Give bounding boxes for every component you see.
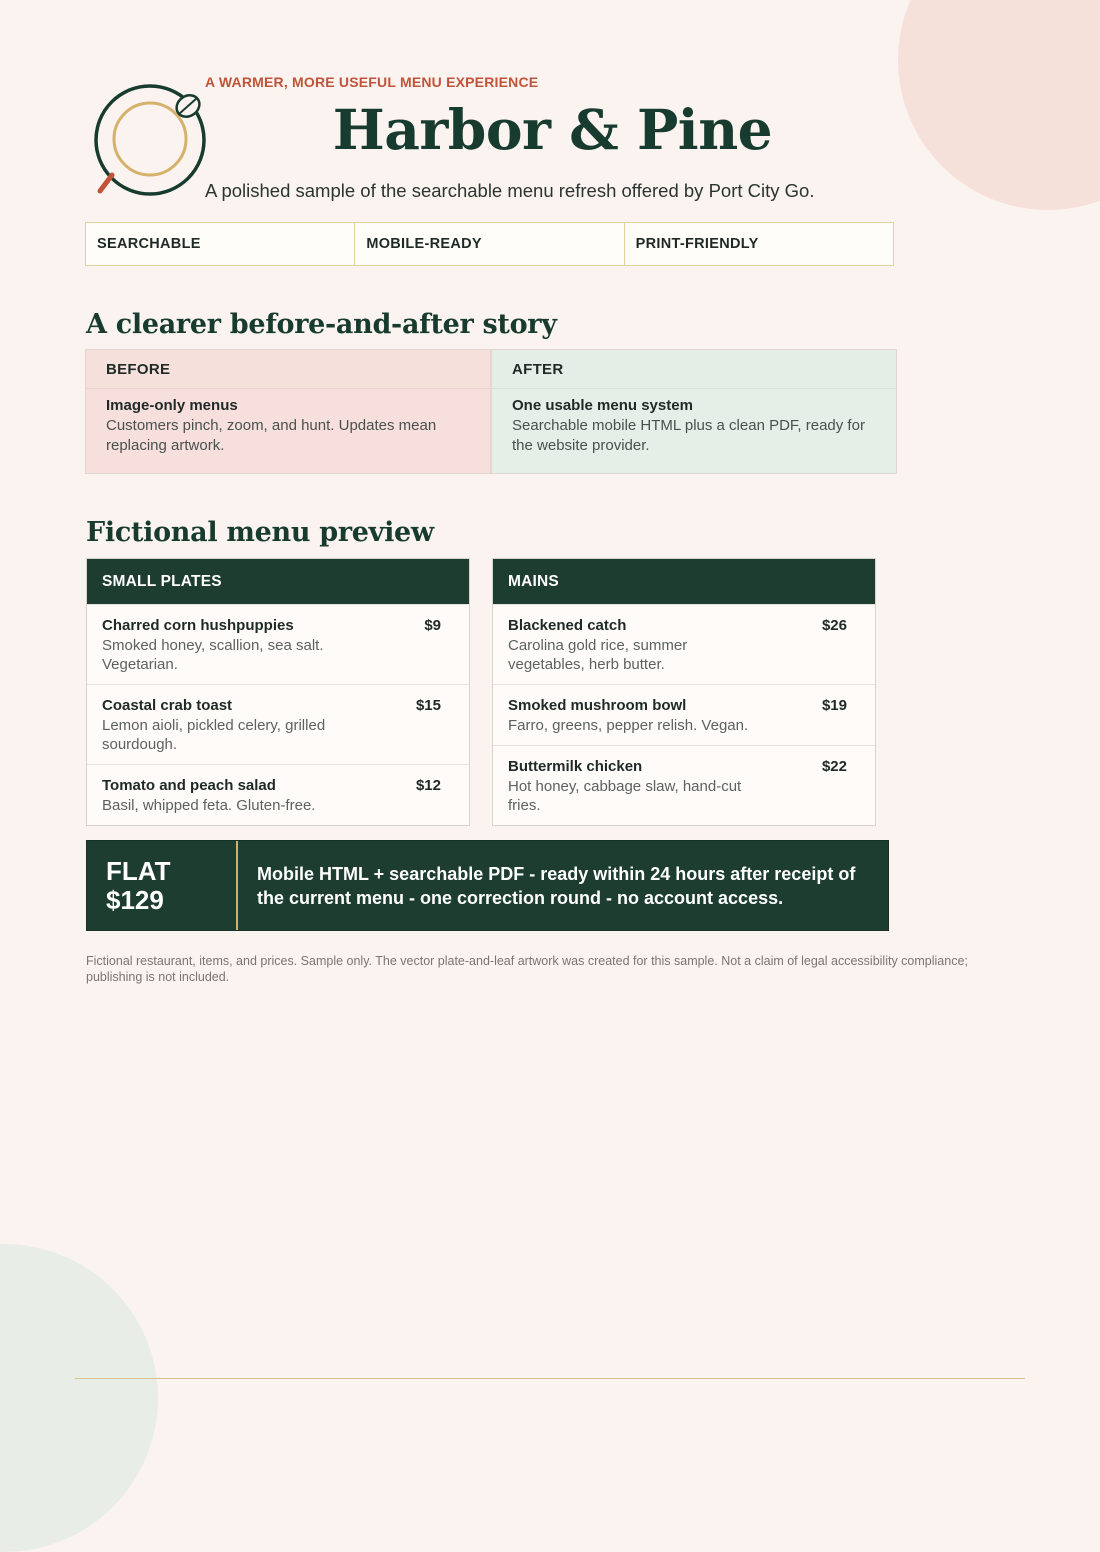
menu-item-name: Charred corn hushpuppies xyxy=(102,617,294,634)
menu-item-description: Lemon aioli, pickled celery, grilled sourdough. xyxy=(102,717,326,753)
menu-item-name: Buttermilk chicken xyxy=(508,758,643,775)
menu-item xyxy=(87,764,469,825)
menu-item-name: Blackened catch xyxy=(508,617,627,634)
mains-card xyxy=(492,558,876,826)
after-label: AFTER xyxy=(492,350,896,389)
menu-item xyxy=(87,604,469,684)
offer-description: Mobile HTML + searchable PDF - ready within 24 hours after receipt of the current menu - one correction round - no account access. xyxy=(257,863,856,908)
menu-item-price: $12 xyxy=(415,777,441,794)
menu-item xyxy=(87,684,469,764)
menu-item-description: Smoked honey, scallion, sea salt. Vegetarian. xyxy=(102,637,324,673)
plate-and-leaf-icon xyxy=(90,80,212,202)
menu-item-price: $26 xyxy=(821,617,847,634)
offer-price-amount: $129 xyxy=(106,884,164,915)
feature-searchable: SEARCHABLE xyxy=(86,223,355,265)
menu-item-price: $22 xyxy=(821,758,847,775)
menu-item-description: Basil, whipped feta. Gluten-free. xyxy=(102,797,316,814)
menu-item-name: Coastal crab toast xyxy=(102,697,233,714)
tagline: A polished sample of the searchable menu refresh offered by Port City Go. xyxy=(205,180,815,201)
offer-price-label: FLAT xyxy=(106,855,171,886)
menu-item-price: $9 xyxy=(424,617,441,634)
before-panel xyxy=(86,350,492,473)
pricing-offer-banner xyxy=(86,840,889,931)
before-heading: Image-only menus xyxy=(106,397,238,414)
mains-header: MAINS xyxy=(493,559,875,604)
menu-item xyxy=(493,604,875,684)
menu-item-price: $15 xyxy=(415,697,441,714)
menu-item-description: Hot honey, cabbage slaw, hand-cut fries. xyxy=(508,778,742,814)
before-after-comparison xyxy=(85,349,897,474)
after-panel xyxy=(492,350,896,473)
menu-item-name: Smoked mushroom bowl xyxy=(508,697,687,714)
feature-mobile-ready: MOBILE-READY xyxy=(355,223,624,265)
small-plates-card xyxy=(86,558,470,826)
after-heading: One usable menu system xyxy=(512,397,693,414)
before-label: BEFORE xyxy=(86,350,490,389)
after-text: Searchable mobile HTML plus a clean PDF, ready for the website provider. xyxy=(512,417,865,454)
brand-title: Harbor & Pine xyxy=(332,97,773,162)
comparison-title: A clearer before-and-after story xyxy=(86,309,557,340)
menu-item xyxy=(493,745,875,825)
footnote: Fictional restaurant, items, and prices. Sample only. The vector plate-and-leaf artwork was created for this sample. Not a claim of legal accessibility compliance; publishing is not included. xyxy=(86,954,968,984)
decorative-circle-bottom-left xyxy=(0,1244,158,1552)
menu-item xyxy=(493,684,875,745)
menu-item-name: Tomato and peach salad xyxy=(102,777,276,794)
offer-price xyxy=(87,841,238,930)
small-plates-header: SMALL PLATES xyxy=(87,559,469,604)
eyebrow-text: A WARMER, MORE USEFUL MENU EXPERIENCE xyxy=(205,74,539,90)
bottom-divider xyxy=(75,1378,1025,1379)
menu-item-description: Carolina gold rice, summer vegetables, herb butter. xyxy=(508,637,688,673)
decorative-circle-top-right xyxy=(898,0,1100,210)
feature-print-friendly: PRINT-FRIENDLY xyxy=(635,236,759,252)
before-text: Customers pinch, zoom, and hunt. Updates mean replacing artwork. xyxy=(106,417,437,454)
menu-item-price: $19 xyxy=(821,697,847,714)
feature-strip xyxy=(85,222,894,266)
menu-item-description: Farro, greens, pepper relish. Vegan. xyxy=(508,717,749,734)
menu-preview-title: Fictional menu preview xyxy=(86,517,434,548)
